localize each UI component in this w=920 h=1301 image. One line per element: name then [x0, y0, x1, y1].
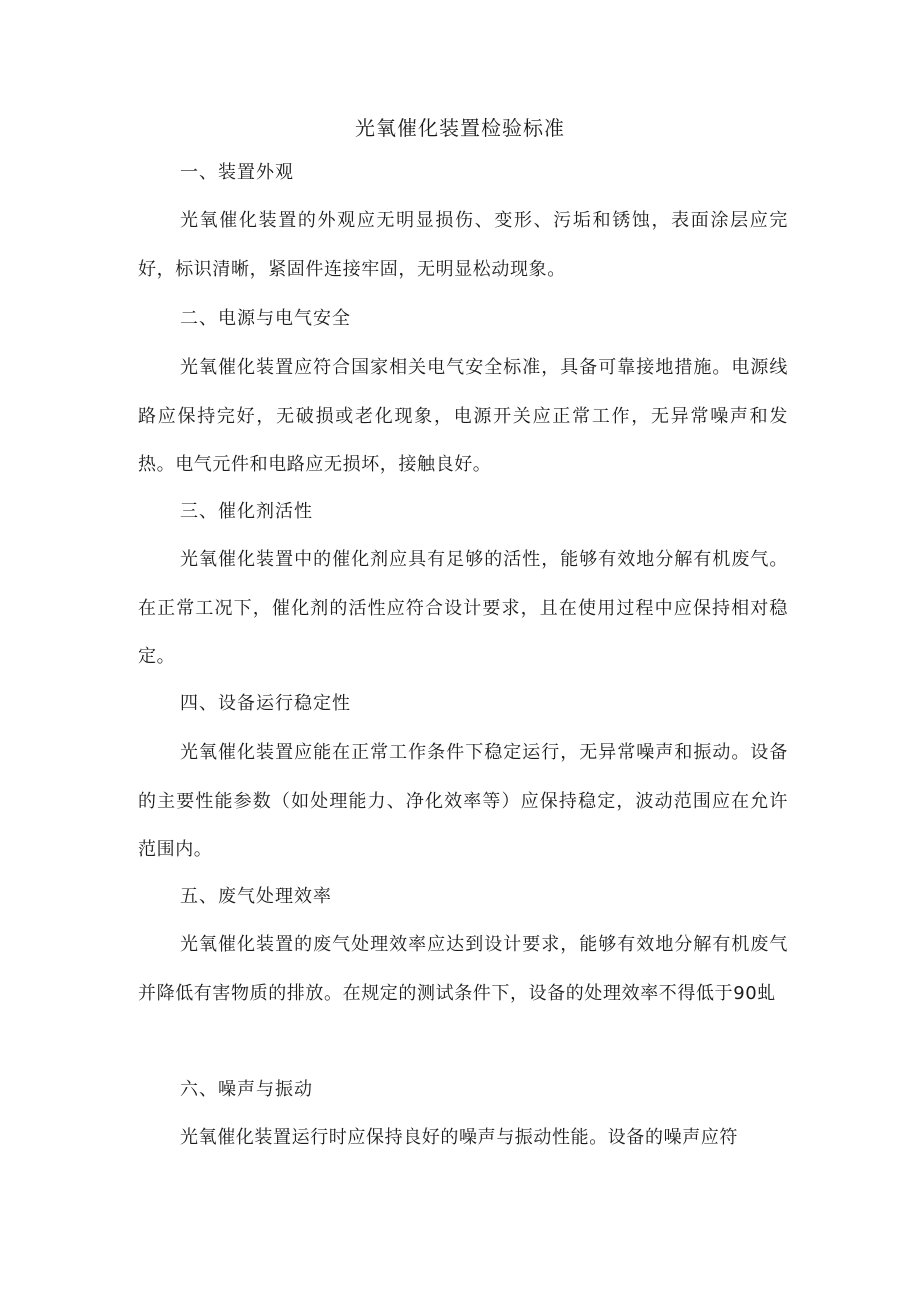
section-body-noise-vibration: 光氧催化装置运行时应保持良好的噪声与振动性能。设备的噪声应符 — [180, 1127, 738, 1148]
section-heading-catalyst-activity: 三、催化剂活性 — [180, 501, 313, 522]
section-body-appearance: 光氧催化装置的外观应无明显损伤、变形、污垢和锈蚀，表面涂层应完好，标识清晰，紧固件连接牢固，无明显松动现象。 — [138, 210, 788, 280]
section-body-treatment-efficiency: 光氧催化装置的废气处理效率应达到设计要求，能够有效地分解有机废气并降低有害物质的排放。在规定的测试条件下，设备的处理效率不得低于90虬 — [138, 934, 788, 1004]
section-heading-operating-stability: 四、设备运行稳定性 — [180, 693, 351, 714]
section-body-catalyst-activity: 光氧催化装置中的催化剂应具有足够的活性，能够有效地分解有机废气。在正常工况下，催化剂的活性应符合设计要求，且在使用过程中应保持相对稳定。 — [138, 549, 788, 667]
section-body-electrical-safety: 光氧催化装置应符合国家相关电气安全标准，具备可靠接地措施。电源线路应保持完好，无破损或老化现象，电源开关应正常工作，无异常噪声和发热。电气元件和电路应无损坏，接触良好。 — [138, 357, 788, 475]
section-body-operating-stability: 光氧催化装置应能在正常工作条件下稳定运行，无异常噪声和振动。设备的主要性能参数（如处理能力、净化效率等）应保持稳定，波动范围应在允许范围内。 — [138, 742, 788, 860]
section-heading-electrical-safety: 二、电源与电气安全 — [180, 308, 351, 329]
section-heading-appearance: 一、装置外观 — [180, 162, 294, 183]
section-heading-treatment-efficiency: 五、废气处理效率 — [180, 886, 332, 907]
document-title: 光氧催化装置检验标准 — [355, 116, 565, 140]
section-heading-noise-vibration: 六、噪声与振动 — [180, 1079, 313, 1100]
